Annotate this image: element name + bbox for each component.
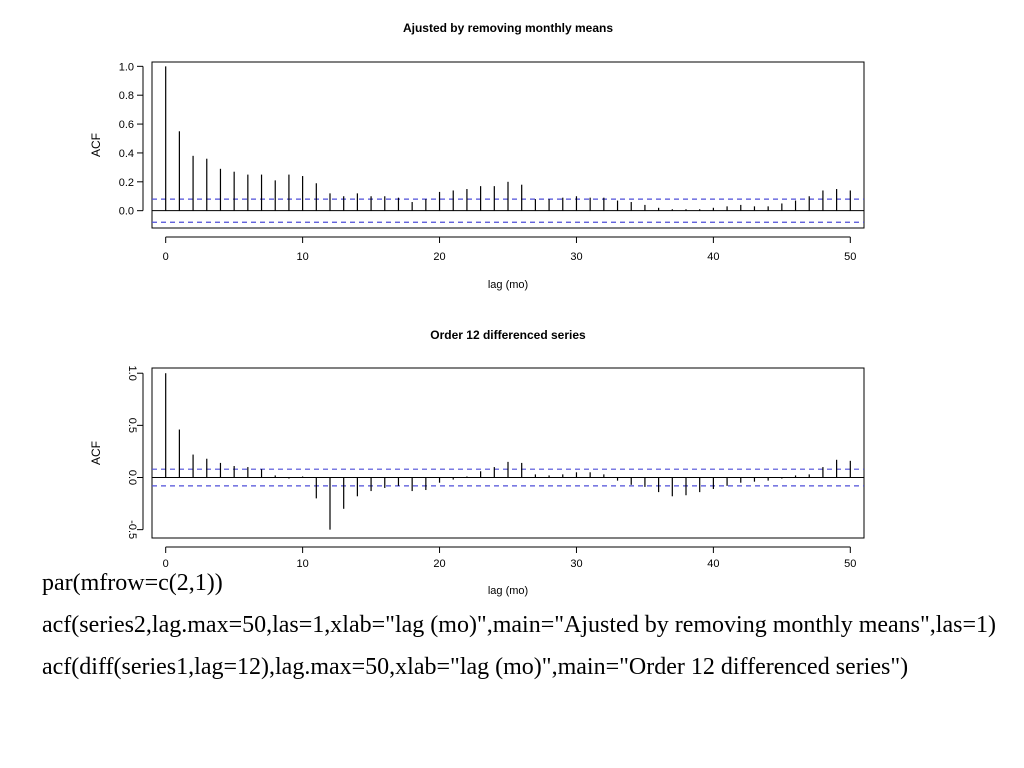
panel2-y-tick-label: 1.0 [126,365,138,381]
panel2-x-tick-label: 30 [570,558,583,570]
panel2-y-tick-label: 0.5 [126,417,138,434]
code-line-acf-differenced: acf(diff(series1,lag=12),lag.max=50,xlab="lag (mo)",main="Order 12 differenced series") [42,654,909,680]
panel1-x-tick-label: 40 [707,251,720,263]
panel2-x-tick-label: 10 [296,558,309,570]
panel2-y-tick-label: -0.5 [126,520,138,540]
panel2-x-tick-label: 0 [162,558,169,570]
panel1-title: Ajusted by removing monthly means [402,21,614,35]
panel2-y-tick-label: 0.0 [126,469,138,486]
panel1-x-tick-label: 50 [844,251,857,263]
panel1-x-tick-label: 0 [162,251,169,263]
panel2-x-tick-label: 20 [433,558,446,570]
panel2-x-tick-label: 50 [844,558,857,570]
panel1-y-tick-label: 0.2 [118,176,134,189]
panel1-y-axis-label: ACF [89,133,103,157]
panel1-y-tick-label: 0.8 [118,90,134,103]
panel2-y-axis-label: ACF [89,441,103,465]
r-code-block [42,568,1012,694]
panel1-x-axis-label: lag (mo) [487,279,529,291]
panel2-x-axis-label: lag (mo) [487,585,529,597]
code-line-acf-adjusted: acf(series2,lag.max=50,las=1,xlab="lag (mo)",main="Ajusted by removing monthly means",las=1) [42,612,996,638]
panel1-y-tick-label: 0.0 [118,205,134,218]
panel2-plot-frame [152,368,864,538]
panel1-y-tick-label: 0.4 [118,147,134,160]
panel1-x-tick-label: 10 [296,251,309,263]
panel1-x-tick-label: 30 [570,251,583,263]
code-line-mfrow: par(mfrow=c(2,1)) [42,570,223,596]
panel2-title: Order 12 differenced series [430,328,586,342]
panel2-x-tick-label: 40 [707,558,720,570]
panel1-y-tick-label: 0.6 [118,119,134,132]
panel1-x-tick-label: 20 [433,251,446,263]
panel1-y-tick-label: 1.0 [118,61,134,74]
